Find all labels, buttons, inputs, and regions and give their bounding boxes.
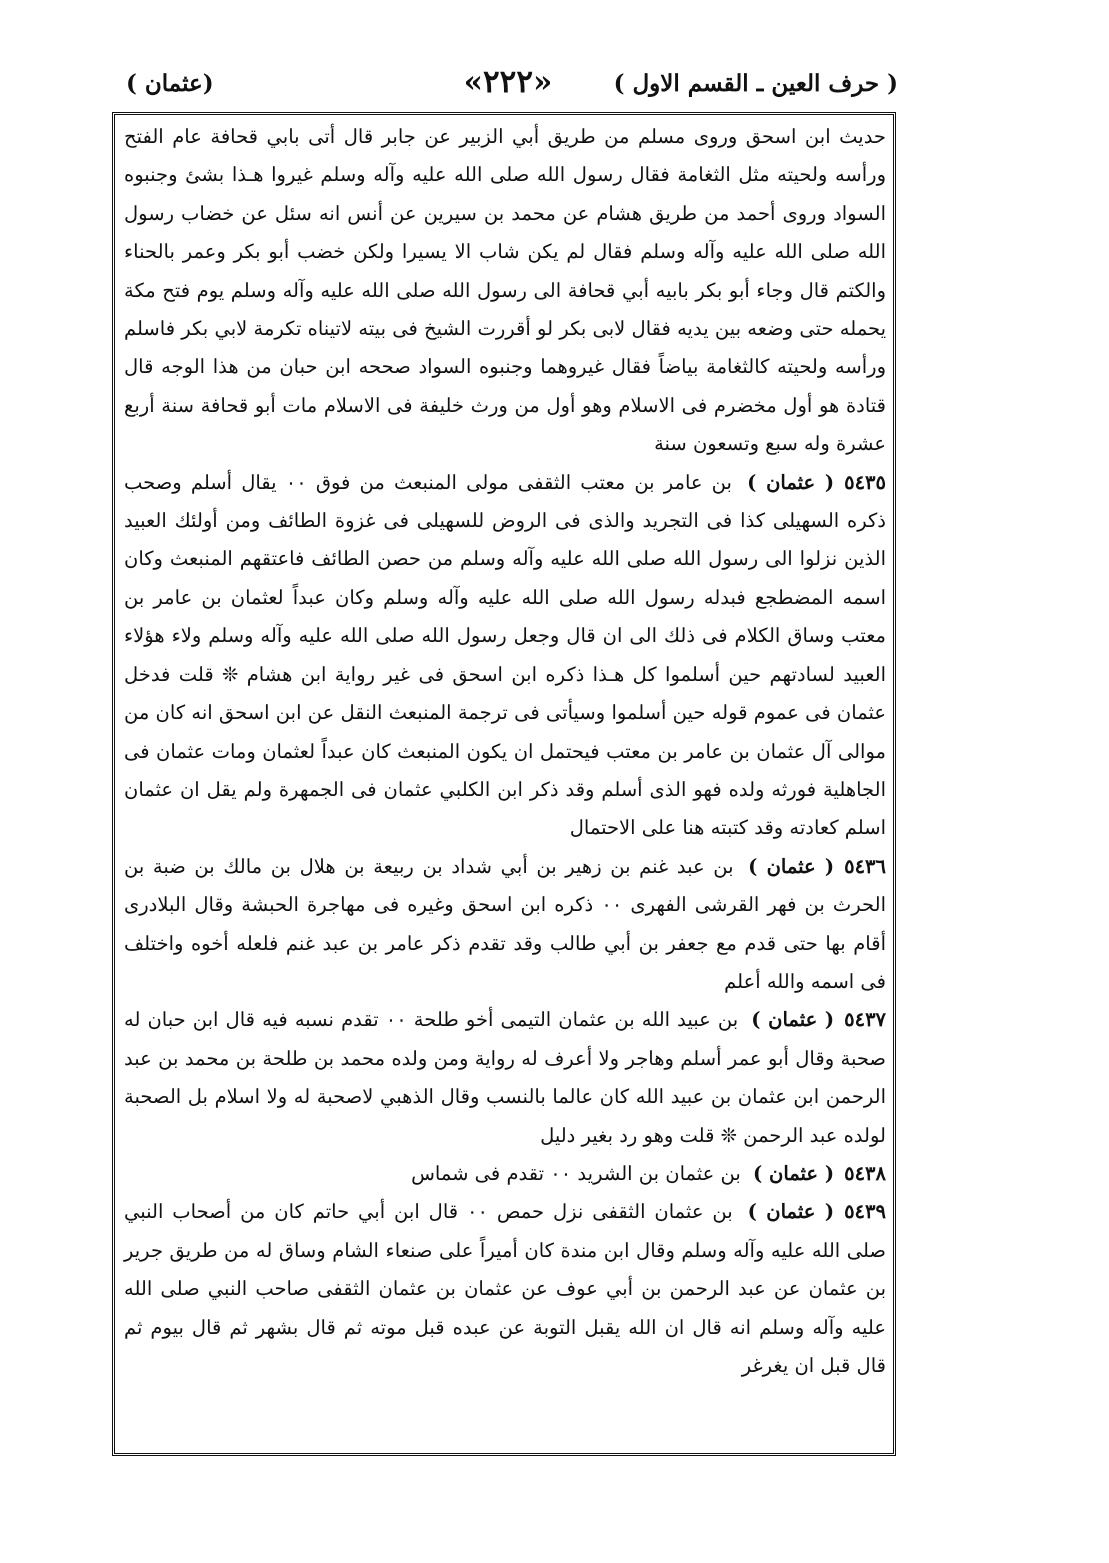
entry-5439 bbox=[124, 1193, 886, 1385]
entry-name: ( عثمان ) bbox=[748, 854, 835, 878]
entry-number: ٥٤٣٥ bbox=[844, 470, 886, 494]
entry-text: بن عبيد الله بن عثمان التيمى أخو طلحة ٠٠ تقدم نسبه فيه قال ابن حبان له صحبة وقال أبو عمر أسلم وهاجر ولا أعرف له رواية ومن ولده محمد بن طلحة بن محمد بن عبد الرحمن ابن عثمان بن عبيد الله كان عالما بالنسب وقال الذهبي لاصحبة له ولا اسلام بل الصحبة لولده عبد الرحمن ❊ قلت وهو رد بغير دليل bbox=[124, 1008, 886, 1147]
paragraph-continuation bbox=[124, 118, 886, 464]
entry-number: ٥٤٣٦ bbox=[844, 854, 886, 878]
paragraph-text: حديث ابن اسحق وروى مسلم من طريق أبي الزبير عن جابر قال أتى بابي قحافة عام الفتح ورأسه ولحيته مثل الثغامة فقال رسول الله صلى الله عليه وآله وسلم غيروا هـذا بشئ وجنبوه السواد وروى أحمد من طريق هشام عن محمد بن سيرين عن أنس انه سئل عن خضاب رسول الله صلى الله عليه وآله وسلم فقال لم يكن شاب الا يسيرا ولكن خضب أبو بكر وعمر بالحناء والكتم قال وجاء أبو بكر بابيه أبي قحافة الى رسول الله صلى الله عليه وآله وسلم يوم فتح مكة يحمله حتى وضعه بين يديه فقال لابى بكر لو أقررت الشيخ فى بيته لاتيناه تكرمة لابي بكر فاسلم ورأسه ولحيته كالثغامة بياضاً فقال غيروهما وجنبوه السواد صححه ابن حبان من هذا الوجه قال قتادة هو أول مخضرم فى الاسلام وهو أول من ورث خليفة فى الاسلام مات أبو قحافة سنة أربع عشرة وله سبع وتسعون سنة bbox=[124, 125, 886, 456]
entry-name: ( عثمان ) bbox=[747, 470, 835, 494]
entry-number: ٥٤٣٨ bbox=[844, 1161, 886, 1185]
entry-5437 bbox=[124, 1001, 886, 1155]
entry-number: ٥٤٣٧ bbox=[844, 1008, 887, 1032]
entry-text: بن عبد غنم بن زهير بن أبي شداد بن ربيعة بن هلال بن مالك بن ضبة بن الحرث بن فهر القرشى الفهرى ٠٠ ذكره ابن اسحق وغيره فى مهاجرة الحبشة وقال البلادرى أقام بها حتى قدم مع جعفر بن أبي طالب وقد تقدم ذكر عامر بن عبد غنم فلعله أخوه واختلف فى اسمه والله أعلم bbox=[124, 854, 886, 993]
page-header bbox=[118, 62, 898, 110]
entry-name: ( عثمان ) bbox=[747, 1200, 835, 1224]
entry-number: ٥٤٣٩ bbox=[844, 1200, 886, 1224]
entry-5435 bbox=[124, 464, 886, 848]
entry-name: ( عثمان ) bbox=[751, 1008, 835, 1032]
entry-5438 bbox=[124, 1155, 886, 1193]
section-title: ( حرف العين ـ القسم الاول ) bbox=[613, 70, 898, 97]
entry-text: بن عثمان الثقفى نزل حمص ٠٠ قال ابن أبي حاتم كان من أصحاب النبي صلى الله عليه وآله وسلم وقال ابن مندة كان أميراً على صنعاء الشام وساق له من طريق جرير بن عثمان عن عبد الرحمن بن أبي عوف عن عثمان بن عثمان الثقفى صاحب النبي صلى الله عليه وآله وسلم انه قال ان الله يقبل التوبة عن عبده قبل موته ثم قال بشهر ثم قال بيوم ثم قال قبل ان يغرغر bbox=[124, 1200, 886, 1377]
entry-text: بن عامر بن معتب الثقفى مولى المنبعث من فوق ٠٠ يقال أسلم وصحب ذكره السهيلى كذا فى التجريد والذى فى الروض للسهيلى فى غزوة الطائف ومن أولئك العبيد الذين نزلوا الى رسول الله صلى الله عليه وآله وسلم من حصن الطائف فاعتقهم المنبعث وكان اسمه المضطجع فبدله رسول الله صلى الله عليه وآله وسلم وكان عبداً لعثمان بن عامر بن معتب وساق الكلام فى ذلك الى ان قال وجعل رسول الله صلى الله عليه وآله وسلم ولاء هؤلاء العبيد لسادتهم حين أسلموا كل هـذا ذكره ابن اسحق فى غير رواية ابن هشام ❊ قلت فدخل عثمان فى عموم قوله حين أسلموا وسيأتى فى ترجمة المنبعث النقل عن ابن اسحق انه كان من موالى آل عثمان بن عامر بن معتب فيحتمل ان يكون المنبعث كان عبداً لعثمان ومات عثمان فى الجاهلية فورثه ولده فهو الذى أسلم وقد ذكر ابن الكلبي عثمان فى الجمهرة ولم يقل ان عثمان اسلم كعادته وقد كتبته هنا على الاحتمال bbox=[124, 470, 886, 840]
entry-5436 bbox=[124, 848, 886, 1002]
entry-text: بن عثمان بن الشريد ٠٠ تقدم فى شماس bbox=[411, 1161, 741, 1185]
entry-name: ( عثمان ) bbox=[753, 1161, 835, 1185]
page-number: «٢٢٢» bbox=[463, 64, 553, 100]
entry-heading: (عثمان ) bbox=[126, 70, 214, 97]
page-body bbox=[124, 118, 886, 1448]
